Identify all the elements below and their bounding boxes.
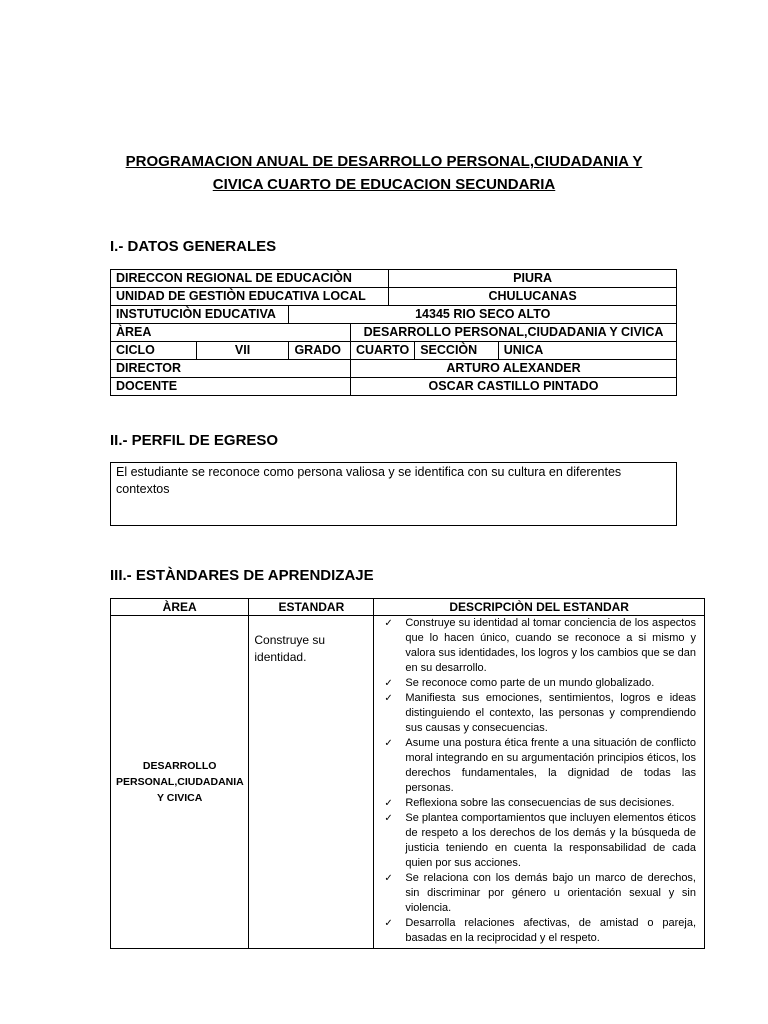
area-label: ÀREA: [111, 324, 351, 342]
dre-value: PIURA: [389, 270, 677, 288]
list-item: [382, 796, 696, 811]
list-item-text: Reflexiona sobre las consecuencias de sus decisiones.: [405, 797, 675, 809]
grado-label: GRADO: [289, 342, 351, 360]
checkmark-icon: ✓: [384, 693, 393, 704]
descripcion-cell: [374, 616, 705, 949]
document-title: [100, 150, 668, 196]
list-item-text: Se plantea comportamientos que incluyen elementos éticos de respeto a los derechos de los demás y la búsqueda de justicia teniendo en cuenta la responsabilidad de cada quien por sus acciones.: [405, 812, 696, 869]
ugel-label: UNIDAD DE GESTIÒN EDUCATIVA LOCAL: [111, 288, 389, 306]
checkmark-icon: ✓: [384, 918, 393, 929]
list-item-text: Asume una postura ética frente a una situación de conflicto moral integrando en su argumentación principios éticos, los derechos fundamentales, la dignidad de todas las personas.: [405, 737, 696, 794]
row-institucion: [111, 306, 677, 324]
title-line-1: PROGRAMACION ANUAL DE DESARROLLO PERSONAL,CIUDADANIA Y: [125, 153, 643, 170]
estandares-header-row: [111, 599, 705, 616]
header-descripcion: DESCRIPCIÒN DEL ESTANDAR: [374, 599, 705, 616]
list-item-text: Se relaciona con los demás bajo un marco de derechos, sin discriminar por género u orientación sexual y sin violencia.: [405, 872, 696, 914]
area-cell: DESARROLLO PERSONAL,CIUDADANIA Y CIVICA: [111, 616, 249, 949]
row-dre: [111, 270, 677, 288]
dre-label: DIRECCON REGIONAL DE EDUCACIÒN: [111, 270, 389, 288]
checkmark-icon: ✓: [384, 678, 393, 689]
docente-value: OSCAR CASTILLO PINTADO: [350, 378, 676, 396]
ie-value: 14345 RIO SECO ALTO: [289, 306, 677, 324]
list-item: [382, 871, 696, 916]
descripcion-list: [382, 616, 696, 946]
seccion-value: UNICA: [498, 342, 676, 360]
estandares-table: [110, 598, 705, 949]
list-item: [382, 736, 696, 796]
row-ugel: [111, 288, 677, 306]
datos-generales-table: [110, 269, 677, 396]
header-estandar: ESTANDAR: [249, 599, 374, 616]
list-item-text: Construye su identidad al tomar conciencia de los aspectos que lo hacen único, cuando se reconoce a si mismo y valora sus identidades, los logros y los cambios que se dan en su desarrollo.: [405, 617, 696, 674]
checkmark-icon: ✓: [384, 618, 393, 629]
list-item: [382, 916, 696, 946]
list-item: [382, 691, 696, 736]
ciclo-value: VII: [196, 342, 289, 360]
list-item: [382, 676, 696, 691]
checkmark-icon: ✓: [384, 738, 393, 749]
area-value: DESARROLLO PERSONAL,CIUDADANIA Y CIVICA: [350, 324, 676, 342]
list-item-text: Desarrolla relaciones afectivas, de amistad o pareja, basadas en la reciprocidad y el respeto.: [405, 917, 696, 944]
list-item: [382, 616, 696, 676]
director-value: ARTURO ALEXANDER: [350, 360, 676, 378]
header-area: ÀREA: [111, 599, 249, 616]
seccion-label: SECCIÒN: [415, 342, 499, 360]
checkmark-icon: ✓: [384, 798, 393, 809]
grado-value: CUARTO: [350, 342, 414, 360]
section-estandares: III.- ESTÀNDARES DE APRENDIZAJE: [110, 567, 374, 584]
ugel-value: CHULUCANAS: [389, 288, 677, 306]
title-line-2: CIVICA CUARTO DE EDUCACION SECUNDARIA: [212, 176, 556, 193]
row-area: [111, 324, 677, 342]
row-docente: [111, 378, 677, 396]
section-datos-generales: I.- DATOS GENERALES: [110, 238, 277, 255]
row-director: [111, 360, 677, 378]
row-ciclo: [111, 342, 677, 360]
docente-label: DOCENTE: [111, 378, 351, 396]
perfil-text: El estudiante se reconoce como persona valiosa y se identifica con su cultura en diferentes contextos: [116, 465, 622, 496]
checkmark-icon: ✓: [384, 873, 393, 884]
list-item-text: Se reconoce como parte de un mundo globalizado.: [405, 677, 655, 689]
checkmark-icon: ✓: [384, 813, 393, 824]
ciclo-label: CICLO: [111, 342, 197, 360]
ie-label: INSTUTUCIÒN EDUCATIVA: [111, 306, 289, 324]
list-item-text: Manifiesta sus emociones, sentimientos, logros e ideas distinguiendo el contexto, las personas y comprendiendo sus causas y consecuencias.: [405, 692, 696, 734]
director-label: DIRECTOR: [111, 360, 351, 378]
list-item: [382, 811, 696, 871]
estandar-cell: Construye su identidad.: [249, 616, 374, 949]
estandares-row: [111, 616, 705, 949]
section-perfil-egreso: II.- PERFIL DE EGRESO: [110, 432, 279, 449]
perfil-box: [110, 462, 677, 526]
